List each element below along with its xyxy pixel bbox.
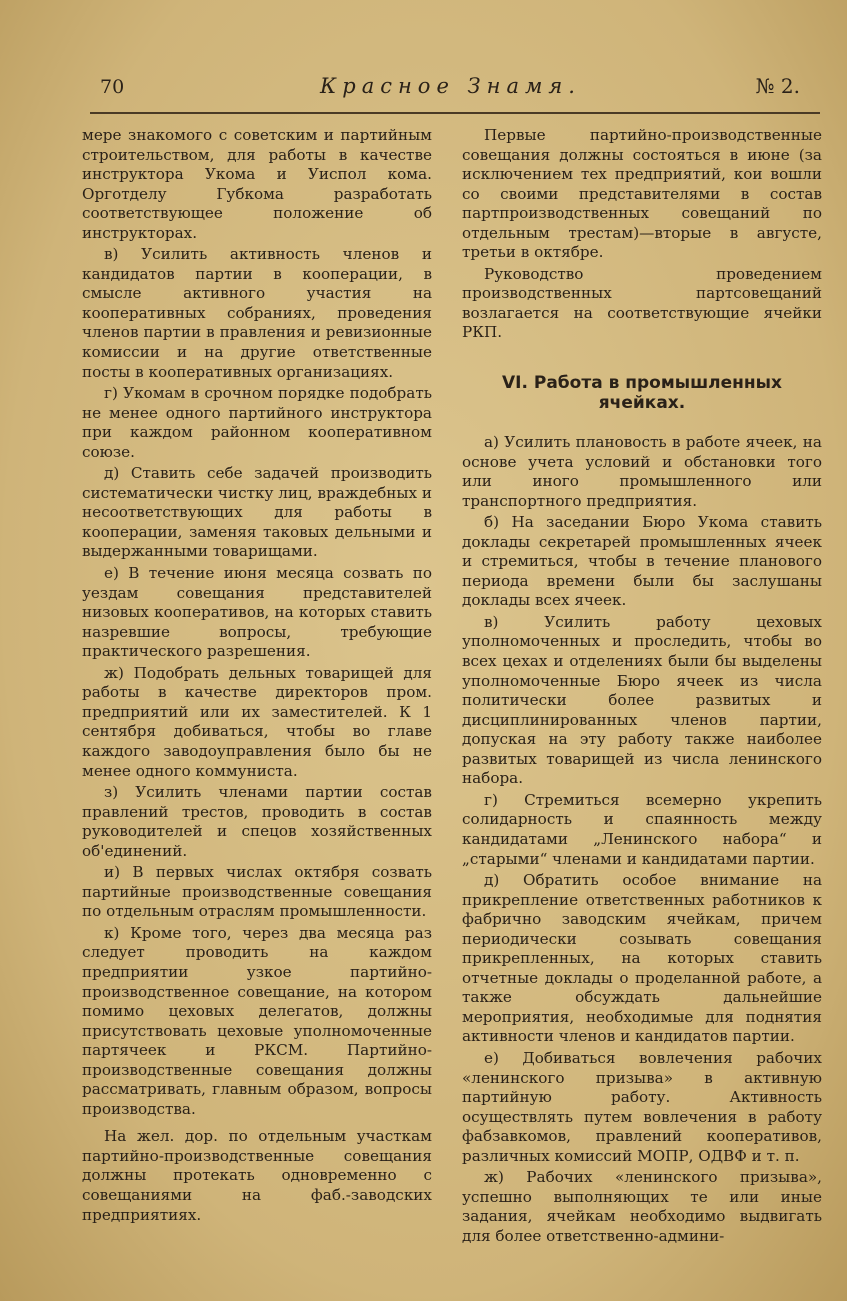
page-header xyxy=(100,72,800,106)
paragraph: е) В течение июня месяца созвать по уездам совещания представителей низовых кооперативов, на которых ставить назревшие вопросы, требующие практического разрешения. xyxy=(82,564,432,661)
paragraph: мере знакомого с советским и партийным строительством, для работы в качестве инструктора Укома и Уиспол кома. Орготделу Губкома разработать соответствующее положение об инструкторах. xyxy=(82,126,432,242)
right-column xyxy=(462,126,822,1248)
paragraph: ж) Рабочих «ленинского призыва», успешно выполняющих те или иные задания, ячейкам необходимо выдвигать для более ответственно-админи- xyxy=(462,1168,822,1245)
paragraph: к) Кроме того, через два месяца раз следует проводить на каждом предприятии узкое партийно-производственное совещание, на котором помимо цеховых делегатов, должны присутствовать цеховые уполномоченные партячеек и РКСМ. Партийно-производственные совещания должны рассматривать, главным образом, вопросы производства. xyxy=(82,923,432,1118)
paragraph: На жел. дор. по отдельным участкам партийно-производственные совещания должны протекать одновременно с совещаниями на фаб.-заводских предприятиях. xyxy=(82,1127,432,1224)
running-title: Красное Знамя. xyxy=(320,74,581,98)
paragraph: б) На заседании Бюро Укома ставить доклады секретарей промышленных ячеек и стремиться, чтобы в течение планового периода времени были бы заслушаны доклады всех ячеек. xyxy=(462,513,822,610)
paragraph: г) Укомам в срочном порядке подобрать не менее одного партийного инструктора при каждом районном кооперативном союзе. xyxy=(82,384,432,461)
issue-number: № 2. xyxy=(755,74,800,98)
paragraph: ж) Подобрать дельных товарищей для работы в качестве директоров пром. предприятий или их заместителей. К 1 сентября добиваться, чтобы во главе каждого заводоуправления было бы не менее одного коммуниста. xyxy=(82,663,432,780)
paragraph: е) Добиваться вовлечения рабочих «ленинского призыва» в активную партийную работу. Активность осуществлять путем вовлечения в работу фабзавкомов, правлений кооперативов, различных комиссий МОПР, ОДВФ и т. п. xyxy=(462,1048,822,1165)
paragraph: з) Усилить членами партии состав правлений трестов, проводить в состав руководителей и спецов хозяйственных об'единений. xyxy=(82,783,432,860)
section-heading: VI. Работа в промышленных ячейках. xyxy=(502,373,782,414)
paragraph: Первые партийно-производственные совещания должны состояться в июне (за исключением тех предприятий, кои вошли со своими представителями в состав партпроизводственных совещаний по отдельным трестам)—вторые в августе, третьи в октябре. xyxy=(462,126,822,262)
header-rule xyxy=(90,112,820,114)
paragraph: д) Обратить особое внимание на прикрепление ответственных работников к фабрично заводским ячейкам, причем периодически созывать совещания прикрепленных, на которых ставить отчетные доклады о проделанной работе, а также обсуждать дальнейшие мероприятия, необходимые для поднятия активности членов и кандидатов партии. xyxy=(462,871,822,1046)
paragraph: Руководство проведением производственных партсовещаний возлагается на соответствующие ячейки РКП. xyxy=(462,264,822,342)
paragraph: в) Усилить активность членов и кандидатов партии в кооперации, в смысле активного участия на кооперативных собраниях, проведения членов партии в правления и ревизионные комиссии и на другие ответственные посты в кооперативных организациях. xyxy=(82,245,432,381)
paragraph: и) В первых числах октября созвать партийные производственные совещания по отдельным отраслям промышленности. xyxy=(82,863,432,921)
paragraph: в) Усилить работу цеховых уполномоченных и проследить, чтобы во всех цехах и отделениях были бы выделены уполномоченные Бюро ячеек из числа политически более развитых и дисциплинированных членов партии, допуская на эту работу также наиболее развитых товарищей из числа ленинского набора. xyxy=(462,612,822,788)
left-column xyxy=(82,126,432,1233)
page-number: 70 xyxy=(100,76,125,98)
paragraph: г) Стремиться всемерно укрепить солидарность и спаянность между кандидатами „Ленинского набора“ и „старыми“ членами и кандидатами партии. xyxy=(462,790,822,868)
paragraph: а) Усилить плановость в работе ячеек, на основе учета условий и обстановки того или иного промышленного или транспортного предприятия. xyxy=(462,433,822,510)
paragraph: д) Ставить себе задачей производить систематически чистку лиц, враждебных и несоответствующих для работы в кооперации, заменяя таковых дельными и выдержанными товарищами. xyxy=(82,464,432,561)
